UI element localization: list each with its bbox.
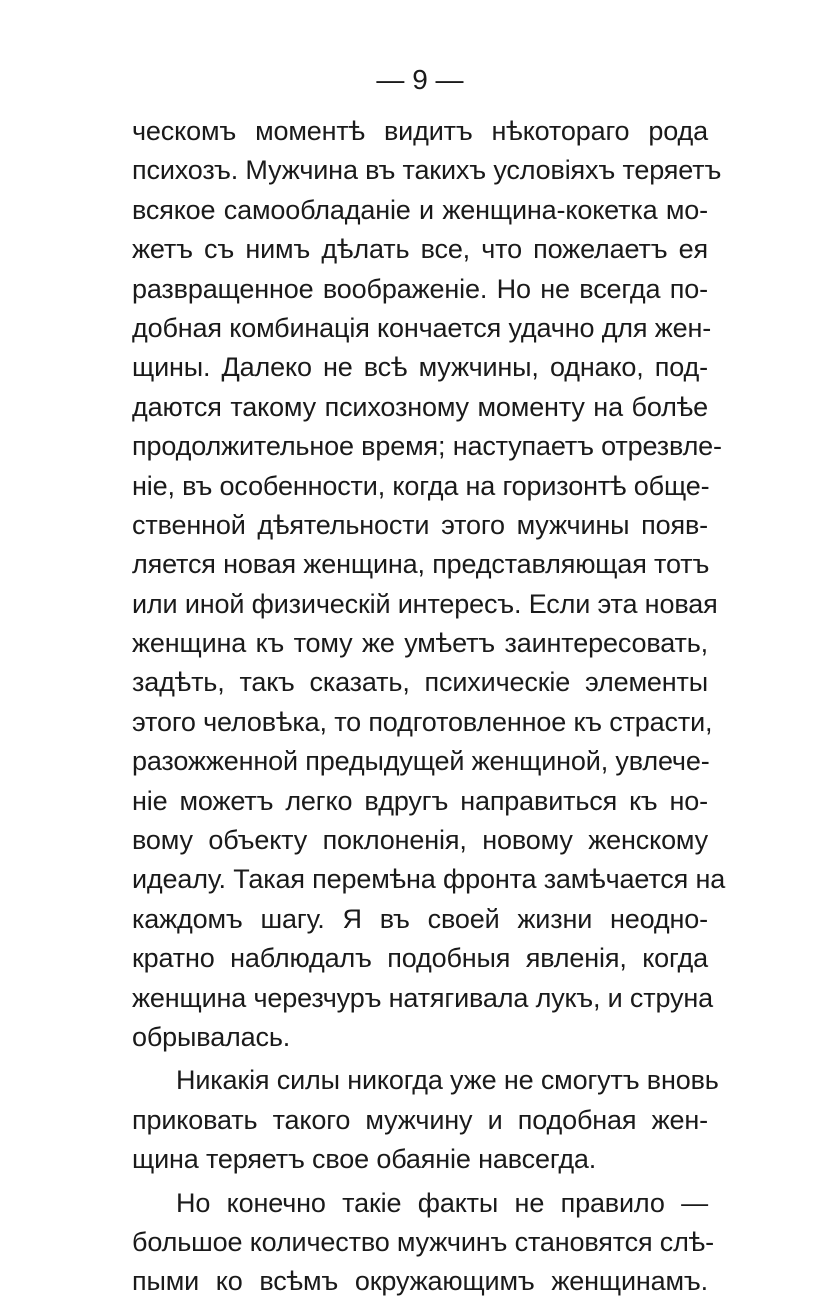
paragraph — [132, 1061, 719, 1179]
text-line: обрывалась. — [132, 1021, 291, 1052]
paragraph — [132, 1184, 714, 1302]
text-line: ляется новая женщина, представляющая тотъ — [132, 549, 710, 580]
text-line: большое количество мужчинъ становятся слѣ- — [132, 1226, 714, 1257]
text-line: задѣть, такъ сказать, психическіе элементы — [132, 667, 708, 698]
text-line: приковать такого мужчину и подобная жен- — [132, 1104, 708, 1135]
text-line: Никакія силы никогда уже не смогутъ вновь — [176, 1065, 719, 1096]
text-line: ніе, въ особенности, когда на горизонтѣ обще- — [132, 470, 710, 501]
text-line: развращенное воображеніе. Но не всегда по- — [132, 273, 708, 304]
text-line: продолжительное время; наступаетъ отрезвле- — [132, 431, 722, 462]
text-line: всякое самообладаніе и женщина-кокетка мо- — [132, 194, 708, 225]
text-line: пыми ко всѣмъ окружающимъ женщинамъ. — [132, 1266, 708, 1297]
text-line: щина теряетъ свое обаяніе навсегда. — [132, 1144, 597, 1175]
text-line: идеалу. Такая перемѣна фронта замѣчается на — [132, 864, 726, 895]
paragraph — [132, 112, 726, 1057]
text-body — [132, 112, 726, 1302]
text-line: каждомъ шагу. Я въ своей жизни неодно- — [132, 903, 708, 934]
text-line: этого человѣка, то подготовленное къ страсти, — [132, 706, 713, 737]
text-line: женщина къ тому же умѣетъ заинтересовать, — [132, 628, 708, 659]
text-line: щины. Далеко не всѣ мужчины, однако, под- — [132, 352, 708, 383]
text-line: кратно наблюдалъ подобныя явленія, когда — [132, 943, 708, 974]
text-line: вому объекту поклоненія, новому женскому — [132, 825, 708, 856]
text-line: ческомъ моментѣ видитъ нѣкотораго рода — [132, 116, 708, 146]
text-line: психозъ. Мужчина въ такихъ условіяхъ теряетъ — [132, 155, 722, 186]
text-line: жетъ съ нимъ дѣлать все, что пожелаетъ ея — [132, 234, 708, 265]
text-line: или иной физическій интересъ. Если эта новая — [132, 588, 718, 619]
text-line: разожженной предыдущей женщиной, увлече- — [132, 746, 710, 777]
text-line: добная комбинація кончается удачно для жен- — [132, 312, 712, 343]
text-line: Но конечно такіе факты не правило — — [176, 1187, 708, 1218]
text-line: ственной дѣятельности этого мужчины появ- — [132, 509, 708, 540]
text-line: ніе можетъ легко вдругъ направиться къ но- — [132, 785, 708, 816]
text-line: женщина черезчуръ натягивала лукъ, и струна — [132, 982, 714, 1013]
text-line: даются такому психозному моменту на болѣе — [132, 391, 708, 422]
page-number: — 9 — — [376, 64, 464, 95]
